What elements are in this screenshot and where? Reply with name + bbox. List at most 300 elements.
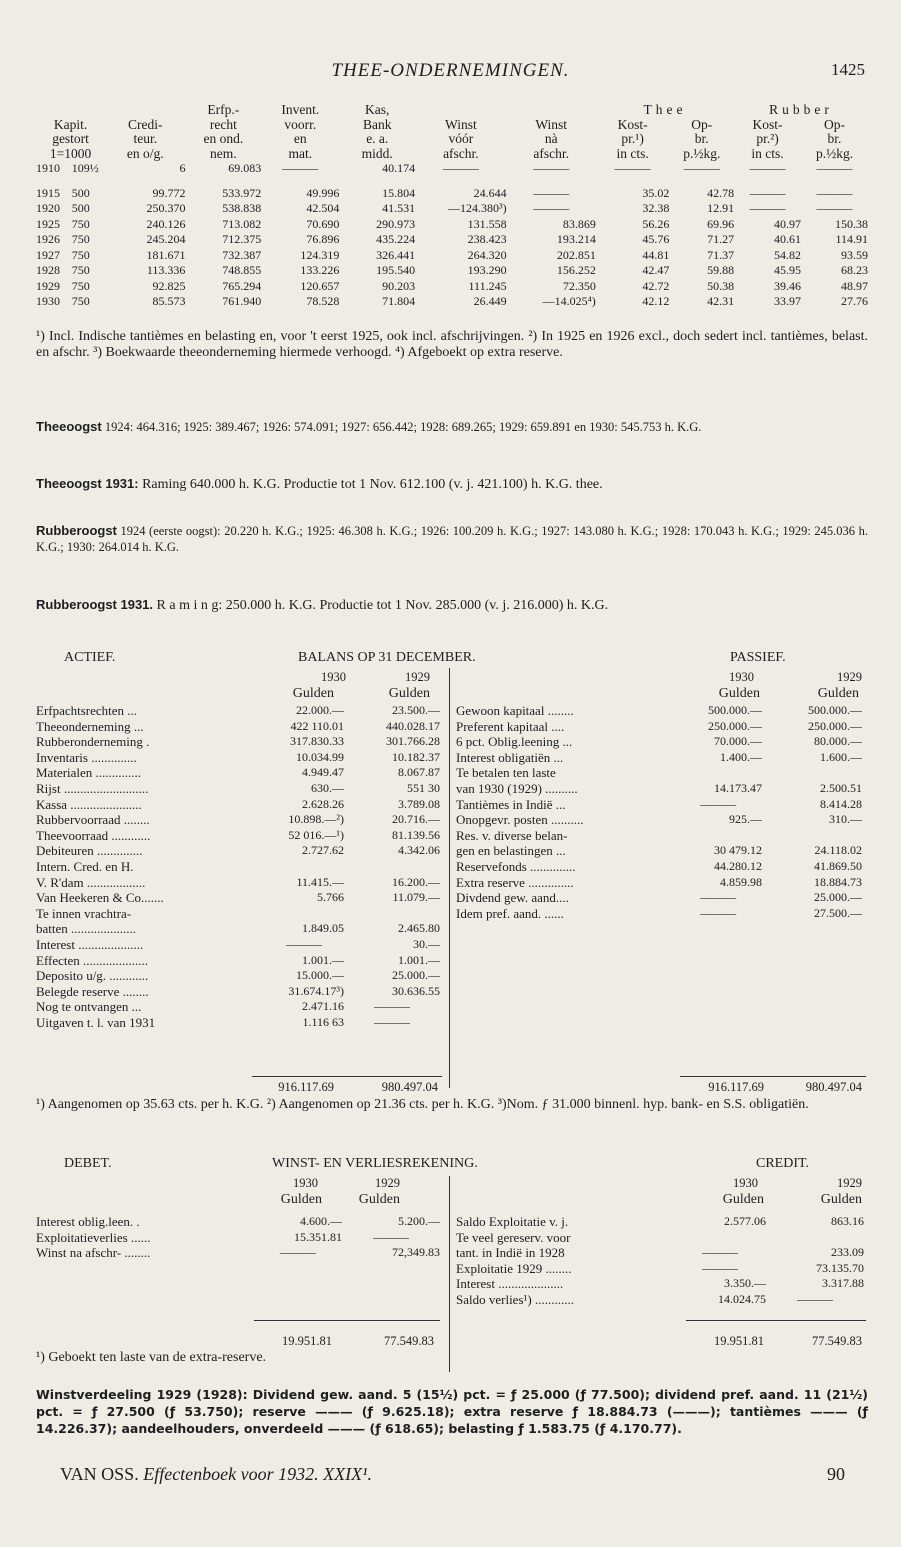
ledger-row	[456, 734, 862, 750]
value-cell: ———	[442, 161, 479, 175]
ledger-row	[36, 734, 440, 750]
ledger-amount: 11.415.—	[296, 874, 344, 889]
ledger-amount: 2.577.06	[724, 1214, 766, 1228]
ledger-label: Extra reserve ..............	[456, 874, 574, 890]
value-cell: 42.78	[707, 185, 735, 200]
value-cell: 6	[179, 161, 186, 175]
ledger-label: Interest ....................	[456, 1276, 564, 1292]
ledger-amount: 81.139.56	[392, 827, 440, 842]
value-cell: 111.245	[468, 278, 507, 293]
ledger-label: Intern. Cred. en H.	[36, 858, 134, 874]
value-cell: 68.23	[841, 263, 868, 277]
value-cell: 69.083	[228, 161, 262, 175]
value-cell: 76.896	[306, 232, 340, 246]
ledger-row	[36, 859, 440, 875]
ledger-label: Te veel gereserv. voor	[456, 1229, 571, 1245]
ledger-label: Interest obligatiën ...	[456, 749, 564, 765]
winst-r-year1: 1930	[733, 1176, 758, 1190]
ledger-row	[456, 781, 862, 797]
ledger-label: Theevoorraad ............	[36, 827, 151, 843]
ledger-amount: 317.830.33	[290, 734, 344, 749]
ledger-amount: 2.628.26	[302, 796, 344, 811]
ledger-amount: ———	[374, 999, 410, 1014]
value-cell: ———	[749, 201, 786, 215]
value-cell: 39.46	[774, 278, 801, 293]
ledger-label: Winst na afschr- ........	[36, 1245, 151, 1261]
ledger-amount: 2.471.16	[302, 999, 344, 1014]
th-credi-2: teur.	[133, 131, 158, 146]
balans-notes: ¹) Aangenomen op 35.63 cts. per h. K.G. ²) Aangenomen op 21.36 cts. per h. K.G. ³)Nom. ƒ 31.000 binnenl. hyp. bank- en S.S. obligatiën.	[36, 1097, 809, 1112]
table-row	[36, 186, 868, 202]
theeoogst-text: 1924: 464.316; 1925: 389.467; 1926: 574.091; 1927: 656.442; 1928: 689.265; 1929: 659.891 en 1930: 545.753 h. K.G.	[101, 420, 702, 434]
th-invent-4: mat.	[288, 145, 313, 161]
rubberoogst-paragraph	[36, 523, 868, 555]
th-kapit-3: 1=1000	[49, 145, 92, 161]
balans-r-unit1: Gulden	[718, 686, 760, 701]
th-erfp-4: nem.	[210, 145, 237, 161]
ledger-amount: 73.135.70	[816, 1260, 864, 1275]
value-cell: 72.350	[562, 278, 596, 293]
ledger-amount: 44.280.12	[714, 858, 762, 873]
th-tkost-2: pr.¹)	[621, 131, 644, 146]
ledger-amount: 30 479.12	[714, 843, 762, 858]
ledger-row	[36, 1245, 440, 1261]
th-kas-4: midd.	[361, 145, 393, 161]
value-cell: 264.320	[467, 247, 507, 262]
value-cell: 71.37	[707, 247, 735, 262]
ledger-amount: 30.636.55	[392, 983, 440, 998]
value-cell: ———	[816, 201, 853, 215]
ledger-amount: 70.000.—	[714, 734, 762, 749]
ledger-amount: ———	[700, 890, 736, 905]
th-kas-3: e. a.	[366, 131, 389, 146]
ledger-row	[36, 968, 440, 984]
balans-r-unit2: Gulden	[817, 686, 859, 701]
ledger-row	[36, 828, 440, 844]
th-top-2: br.	[694, 131, 709, 146]
ledger-row	[36, 765, 440, 781]
ledger-label: Rubbervoorraad ........	[36, 812, 150, 828]
passief-total-1929: 980.497.04	[805, 1080, 862, 1094]
ledger-row	[456, 1214, 864, 1230]
ledger-amount: 250.000.—	[708, 718, 762, 733]
ledger-amount	[344, 859, 440, 875]
value-cell: 42.12	[642, 294, 670, 308]
table-row	[36, 248, 868, 264]
ledger-amount: 551 30	[407, 780, 440, 795]
debet-total-rule	[254, 1320, 440, 1321]
balans-l-unit2: Gulden	[388, 686, 430, 701]
balans-l-unit1: Gulden	[292, 686, 334, 701]
passief-table	[456, 703, 862, 921]
ledger-label: V. R'dam ..................	[36, 874, 146, 890]
ledger-label: Saldo Exploitatie v. j.	[456, 1214, 569, 1229]
actief-table	[36, 703, 440, 1030]
balans-r-year2: 1929	[837, 670, 862, 684]
ledger-label: Nog te ontvangen ...	[36, 999, 142, 1015]
ledger-amount: 52 016.—¹)	[288, 827, 344, 842]
footer-source	[60, 1464, 372, 1485]
th-rop-3: p.½kg.	[815, 145, 854, 161]
ledger-amount: 4.859.98	[720, 874, 762, 889]
value-cell: 85.573	[152, 294, 186, 308]
ledger-label: batten ....................	[36, 921, 137, 937]
table-body	[36, 161, 868, 310]
ledger-amount: 10.898.—²)	[288, 812, 344, 827]
ledger-label: Exploitatie 1929 ........	[456, 1260, 572, 1276]
ledger-label: Rijst ..........................	[36, 780, 149, 796]
value-cell: 40.174	[382, 161, 416, 175]
ledger-label: Tantièmes in Indië ...	[456, 796, 566, 812]
rubberoogst1931-label: Rubberoogst 1931.	[36, 597, 154, 612]
value-cell: 42.47	[642, 263, 670, 277]
credit-table	[456, 1214, 864, 1308]
value-cell: 24.644	[473, 185, 507, 200]
ledger-amount	[766, 1230, 864, 1246]
value-cell: 120.657	[300, 278, 340, 293]
table-footnotes: ¹) Incl. Indische tantièmes en belasting en, voor 't eerst 1925, ook incl. afschrijvingen. ²) In 1925 en 1926 excl., doch sedert incl. tantièmes, belast. en afschr. ³) Boekwaarde theeonderneming hiermede verhoogd. ⁴) Afgeboekt op extra reserve.	[36, 329, 868, 360]
ledger-amount: 18.884.73	[814, 874, 862, 889]
ledger-amount: 5.766	[317, 890, 344, 905]
table-header	[36, 103, 868, 161]
ledger-label: Preferent kapitaal ....	[456, 718, 565, 734]
value-cell: 750	[71, 247, 90, 262]
ledger-row	[36, 719, 440, 735]
ledger-label: Inventaris ..............	[36, 749, 137, 765]
ledger-amount: ———	[702, 1245, 738, 1260]
ledger-amount: 925.—	[729, 812, 762, 827]
th-winst1-1: Winst	[445, 116, 477, 132]
ledger-amount: 2.500.51	[820, 780, 862, 795]
th-rop-2: br.	[827, 131, 842, 146]
ledger-amount: 2.465.80	[398, 921, 440, 936]
ledger-amount: 1.400.—	[720, 749, 762, 764]
ledger-amount: 1.600.—	[820, 749, 862, 764]
ledger-amount: ———	[286, 936, 322, 951]
ledger-label: Interest ....................	[36, 936, 144, 952]
year-cell: 1915	[36, 185, 60, 200]
ledger-label: Theeonderneming ...	[36, 718, 144, 734]
ledger-amount	[264, 859, 344, 875]
row-gap	[36, 177, 868, 186]
ledger-amount: 4.342.06	[398, 843, 440, 858]
value-cell: 750	[71, 278, 90, 293]
ledger-amount: 2.727.62	[302, 843, 344, 858]
debet-total-1929: 77.549.83	[384, 1334, 434, 1348]
value-cell: 240.126	[146, 216, 186, 231]
th-invent-3: en	[293, 131, 307, 146]
ledger-amount: 1.849.05	[302, 921, 344, 936]
ledger-amount	[762, 765, 862, 781]
th-erfp-3: en ond.	[203, 131, 244, 146]
th-tkost-1: Kost-	[617, 116, 648, 132]
ledger-row	[456, 719, 862, 735]
value-cell: 156.252	[556, 263, 596, 277]
year-cell: 1930	[36, 294, 60, 308]
th-tkost-3: in cts.	[616, 145, 649, 161]
ledger-row	[36, 890, 440, 906]
value-cell: 93.59	[841, 247, 868, 262]
ledger-row	[36, 812, 440, 828]
value-cell: 41.531	[382, 201, 416, 215]
value-cell: 732.387	[222, 247, 262, 262]
ledger-amount: 41.869.50	[814, 858, 862, 873]
ledger-amount: 14.024.75	[718, 1291, 766, 1306]
ledger-row	[36, 1230, 440, 1246]
value-cell: 748.855	[222, 263, 262, 277]
credit-total-rule	[686, 1320, 866, 1321]
th-winst2-2: nà	[544, 131, 558, 146]
rubberoogst1931-text: R a m i n g: 250.000 h. K.G. Productie tot 1 Nov. 285.000 (v. j. 216.000) h. K.G.	[153, 598, 609, 613]
ledger-amount: 500.000.—	[708, 703, 762, 717]
ledger-amount: 301.766.28	[386, 734, 440, 749]
ledger-row	[456, 797, 862, 813]
table-row	[36, 201, 868, 217]
value-cell: 78.528	[306, 294, 340, 308]
ledger-label: Interest oblig.leen. .	[36, 1214, 140, 1229]
ledger-amount: 24.118.02	[814, 843, 862, 858]
ledger-row	[36, 906, 440, 922]
ledger-row	[36, 875, 440, 891]
ledger-label: Idem pref. aand. ......	[456, 905, 564, 921]
credit-total-1929: 77.549.83	[812, 1334, 862, 1348]
ledger-amount: 1.001.—	[302, 952, 344, 967]
ledger-row	[456, 875, 862, 891]
winst-notes: ¹) Geboekt ten laste van de extra-reserve.	[36, 1350, 267, 1365]
value-cell: ———	[749, 161, 786, 175]
ledger-amount: 310.—	[829, 812, 862, 827]
ledger-amount: ———	[374, 1014, 410, 1029]
value-cell: 238.423	[467, 232, 507, 246]
value-cell: 40.61	[774, 232, 801, 246]
value-cell: 50.38	[707, 278, 735, 293]
ledger-label: Debiteuren ..............	[36, 843, 143, 859]
ledger-row	[456, 750, 862, 766]
ledger-amount: 3.350.—	[724, 1276, 766, 1291]
page-title: THEE-ONDERNEMINGEN.	[331, 60, 570, 81]
th-winst2-3: afschr.	[533, 145, 569, 161]
table-row	[36, 217, 868, 233]
value-cell: 114.91	[835, 232, 868, 246]
ledger-label: Reservefonds ..............	[456, 858, 576, 874]
theeoogst-paragraph	[36, 419, 868, 436]
value-cell: 35.02	[642, 185, 670, 200]
table-row	[36, 279, 868, 295]
ledger-row	[36, 1015, 440, 1031]
rubberoogst-text: 1924 (eerste oogst): 20.220 h. K.G.; 1925: 46.308 h. K.G.; 1926: 100.209 h. K.G.; 1927: 143.080 h. K.G.; 1928: 170.043 h. K.G.; 1929: 245.036 h. K.G.; 1930: 264.014 h. K.G.	[36, 524, 868, 554]
value-cell: 42.31	[707, 294, 735, 308]
value-cell: 26.449	[473, 294, 507, 308]
ledger-row	[456, 1230, 864, 1246]
value-cell: 71.27	[707, 232, 735, 246]
value-cell: 42.72	[642, 278, 670, 293]
value-cell: 750	[71, 263, 90, 277]
th-rkost-1: Kost-	[752, 116, 783, 132]
page-number-bottom: 90	[827, 1464, 845, 1484]
th-winst1-3: afschr.	[443, 145, 479, 161]
theeoogst1931-text: Raming 640.000 h. K.G. Productie tot 1 Nov. 612.100 (v. j. 421.100) h. K.G. thee.	[138, 477, 603, 492]
value-cell: 181.671	[146, 247, 186, 262]
debet-total-1930: 19.951.81	[282, 1334, 332, 1348]
value-cell: ———	[533, 201, 570, 215]
ledger-amount: 30.—	[413, 936, 440, 951]
actief-heading: ACTIEF.	[64, 650, 116, 665]
ledger-row	[36, 703, 440, 719]
ledger-row	[36, 797, 440, 813]
value-cell: 40.97	[774, 216, 801, 231]
ledger-amount: 8.067.87	[398, 765, 440, 780]
gap-cell	[36, 177, 868, 186]
th-erfp-2: recht	[209, 116, 237, 132]
ledger-row	[456, 1276, 864, 1292]
ledger-amount: 1.116 63	[302, 1014, 344, 1029]
value-cell: 27.76	[841, 294, 868, 308]
value-cell: ———	[533, 161, 570, 175]
ledger-amount: 1.001.—	[398, 952, 440, 967]
value-cell: ———	[282, 161, 319, 175]
ledger-label: Kassa ......................	[36, 796, 142, 812]
year-cell: 1929	[36, 278, 60, 293]
ledger-row	[456, 765, 862, 781]
ledger-row	[456, 859, 862, 875]
ledger-amount: 31.674.17³)	[288, 983, 344, 998]
ledger-amount: 22.000.—	[296, 703, 344, 717]
winst-title: WINST- EN VERLIESREKENING.	[272, 1156, 478, 1171]
credit-total-1930: 19.951.81	[714, 1334, 764, 1348]
th-winst1-2: vóór	[448, 131, 474, 146]
winstverdeeling-paragraph: Winstverdeeling 1929 (1928): Dividend gew. aand. 5 (15½) pct. = ƒ 25.000 (ƒ 77.500); dividend pref. aand. 11 (21½) pct. = ƒ 27.500 (ƒ 53.750); reserve ——— (ƒ 9.625.18); extra reserve ƒ 18.884.73 (———); tantièmes ——— (ƒ 14.226.37); aandeelhouders, onverdeeld ——— (ƒ 618.65); belasting ƒ 1.583.75 (ƒ 4.170.77).	[36, 1387, 868, 1436]
winst-l-unit2: Gulden	[358, 1192, 400, 1207]
ledger-label: Van Heekeren & Co.......	[36, 890, 164, 906]
ledger-row	[456, 703, 862, 719]
ledger-row	[36, 750, 440, 766]
value-cell: 83.869	[562, 216, 596, 231]
ledger-amount: ———	[702, 1260, 738, 1275]
th-credi-1: Credi-	[128, 116, 163, 132]
value-cell: 290.973	[376, 216, 416, 231]
value-cell: 713.082	[222, 216, 262, 231]
ledger-amount: ———	[280, 1245, 316, 1260]
value-cell: 765.294	[222, 278, 262, 293]
value-cell: 245.204	[146, 232, 186, 246]
value-cell: ———	[533, 185, 570, 200]
ledger-row	[36, 937, 440, 953]
value-cell: 195.540	[376, 263, 416, 277]
th-rubber: Rubber	[769, 102, 833, 117]
ledger-amount: 15.000.—	[296, 968, 344, 983]
ledger-label: Te betalen ten laste	[456, 765, 556, 781]
passief-heading: PASSIEF.	[730, 650, 786, 665]
ledger-amount: 10.182.37	[392, 749, 440, 764]
ledger-label: Exploitatieverlies ......	[36, 1229, 151, 1245]
th-rop-1: Op-	[824, 116, 845, 132]
th-top-3: p.½kg.	[683, 145, 721, 161]
ledger-row	[456, 1245, 864, 1261]
ledger-amount: 863.16	[831, 1214, 864, 1228]
ledger-label: Res. v. diverse belan-	[456, 827, 568, 843]
value-cell: 750	[71, 232, 90, 246]
value-cell: 124.319	[300, 247, 340, 262]
ledger-amount: ———	[700, 905, 736, 920]
theeoogst1931-paragraph	[36, 476, 868, 493]
rubberoogst-label: Rubberoogst	[36, 523, 117, 538]
passief-total-1930: 916.117.69	[708, 1080, 764, 1094]
ledger-row	[36, 843, 440, 859]
ledger-amount: ———	[797, 1291, 833, 1306]
ledger-label: Divdend gew. aand....	[456, 890, 569, 906]
ledger-amount: 15.351.81	[294, 1229, 342, 1244]
ledger-row	[36, 1214, 440, 1230]
value-cell: 44.81	[642, 247, 670, 262]
ledger-amount: 8.414.28	[820, 796, 862, 811]
year-cell: 1925	[36, 216, 60, 231]
table-row	[36, 161, 868, 177]
th-erfp-1: Erfp.-	[207, 102, 240, 117]
ledger-row	[456, 906, 862, 922]
winst-l-unit1: Gulden	[280, 1192, 322, 1207]
ledger-row	[456, 890, 862, 906]
value-cell: 202.851	[556, 247, 596, 262]
ledger-amount: 27.500.—	[814, 905, 862, 920]
ledger-amount	[674, 828, 762, 844]
th-kas-1: Kas,	[365, 102, 390, 117]
value-cell: 32.38	[642, 201, 670, 215]
footer-book: Effectenboek voor 1932.	[143, 1464, 319, 1484]
ledger-label: Erfpachtsrechten ...	[36, 703, 138, 718]
value-cell: ———	[683, 161, 720, 175]
th-kapit-2: gestort	[52, 131, 89, 146]
value-cell: 193.214	[556, 232, 596, 246]
value-cell: 193.290	[467, 263, 507, 277]
table-row	[36, 232, 868, 248]
ledger-amount: 5.200.—	[398, 1214, 440, 1228]
ledger-amount: 3.789.08	[398, 796, 440, 811]
ledger-label: tant. in Indië in 1928	[456, 1245, 565, 1261]
value-cell: 15.804	[382, 185, 416, 200]
value-cell: 33.97	[774, 294, 801, 308]
value-cell: 761.940	[222, 294, 262, 308]
th-rkost-2: pr.²)	[756, 131, 779, 146]
th-winst2-1: Winst	[535, 116, 568, 132]
value-cell: 54.82	[774, 247, 801, 262]
ledger-label: Uitgaven t. l. van 1931	[36, 1014, 156, 1030]
year-cell: 1927	[36, 247, 60, 262]
ledger-amount: 25.000.—	[814, 890, 862, 905]
value-cell: 45.76	[642, 232, 670, 246]
value-cell: 70.690	[306, 216, 340, 231]
ledger-row	[456, 843, 862, 859]
value-cell: 42.504	[306, 201, 340, 215]
value-cell: 326.441	[376, 247, 416, 262]
ledger-amount: 20.716.—	[392, 812, 440, 827]
value-cell: ———	[816, 161, 853, 175]
value-cell: 538.838	[222, 201, 262, 215]
table-row	[36, 263, 868, 279]
ledger-amount: 4.600.—	[300, 1214, 342, 1228]
ledger-row	[36, 999, 440, 1015]
value-cell: 59.88	[707, 263, 735, 277]
th-kas-2: Bank	[362, 116, 392, 132]
value-cell: 45.95	[774, 263, 801, 277]
value-cell: 150.38	[835, 216, 868, 231]
ledger-amount	[264, 906, 344, 922]
value-cell: 48.97	[841, 278, 868, 293]
th-invent-2: voorr.	[284, 116, 317, 132]
th-thee: Thee	[643, 102, 687, 117]
balans-title: BALANS OP 31 DECEMBER.	[298, 650, 476, 665]
ledger-amount: 80.000.—	[814, 734, 862, 749]
th-kapit-1: Kapit.	[53, 116, 88, 132]
